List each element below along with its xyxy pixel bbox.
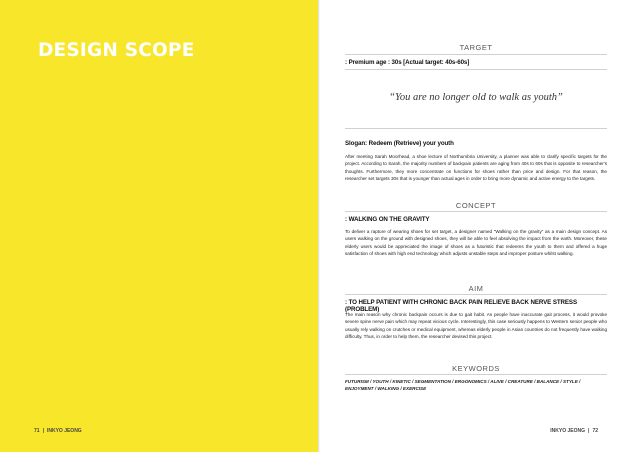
- concept-subheading: : WALKING ON THE GRAVITY: [345, 216, 430, 223]
- aim-heading: AIM: [468, 284, 484, 293]
- left-page-footer: [34, 428, 82, 434]
- slogan: Slogan: Redeem (Retrieve) your youth: [345, 140, 454, 147]
- concept-divider: [345, 211, 607, 212]
- aim-divider: [345, 294, 607, 295]
- keywords-heading: KEYWORDS: [452, 364, 500, 373]
- concept-heading: CONCEPT: [455, 201, 497, 210]
- aim-subheading: : TO HELP PATIENT WITH CHRONIC BACK PAIN RELIEVE BACK NERVE STRESS (PROBLEM): [345, 299, 577, 313]
- slogan-divider: [345, 128, 607, 129]
- page-fold: [318, 0, 320, 452]
- right-page-author: INKYO JEONG: [550, 428, 586, 434]
- footer-separator: |: [588, 428, 590, 434]
- page-title: DESIGN SCOPE: [38, 40, 195, 61]
- keywords-divider: [345, 374, 607, 375]
- premium-age-divider: [345, 69, 607, 70]
- concept-body: To deliver a rapture of wearing shoes for set target, a designer named “Walking on the gravity” as a main design concept. As users walking on the ground with designed shoes, they will be able to feel absolving the impact from the earth. Moreover, these elderly users would be appreciated the image of shoes as a futuristic that redeems the youth to them and offered a huge satisfaction of shoes with high end technology which adjusts unstable steps and improper posture whilst walking.: [345, 229, 607, 256]
- left-page-author: INKYO JEONG: [46, 428, 82, 434]
- footer-separator: |: [42, 428, 44, 434]
- keywords-list: FUTURISM / YOUTH / KINETIC / SEGMENTATION / ERGONOMICS / ALIVE / CREATURE / BALANCE / STYLE / ENJOYMENT / WALKING / EXERCISE: [345, 379, 581, 392]
- target-heading: TARGET: [459, 43, 493, 52]
- left-page-number: 71: [34, 428, 40, 434]
- premium-age-line: : Premium age : 30s [Actual target: 40s-60s]: [345, 59, 470, 66]
- right-page-number: 72: [592, 428, 598, 434]
- target-quote: “You are no longer old to walk as youth”: [389, 92, 563, 103]
- target-divider: [345, 54, 607, 55]
- target-body: After meeting Sarah Moorhead, a shoe lecture of Northumbria University, a planner was able to clarify specific targets for the project. According to Sarah, the majority numbers of backpain patients are aging from 40s to 60s that is opposite to researcher's thoughts. Furthermore, they more concentrate on functions for shoes rather than price and design. For that reason, the researcher set targets 30s that is younger than actual ages in order to bring more dynamic and active energy to the targets.: [345, 154, 607, 181]
- right-page-footer: [550, 428, 598, 434]
- left-page: [0, 0, 318, 452]
- aim-body: The main reason why chronic backpain occurs is due to gait habit. As people have inaccurate gait process, it would provoke severe spine nerve pain which may repeat vicious cycle. Interestingly, this case seriously happens to Western senior people who usually rely walking on crutches or medical equipment, whereas elderly people in Asian countries do not frequently have walking difficulty. Thus, in order to help them, the researcher devised this project.: [345, 312, 607, 339]
